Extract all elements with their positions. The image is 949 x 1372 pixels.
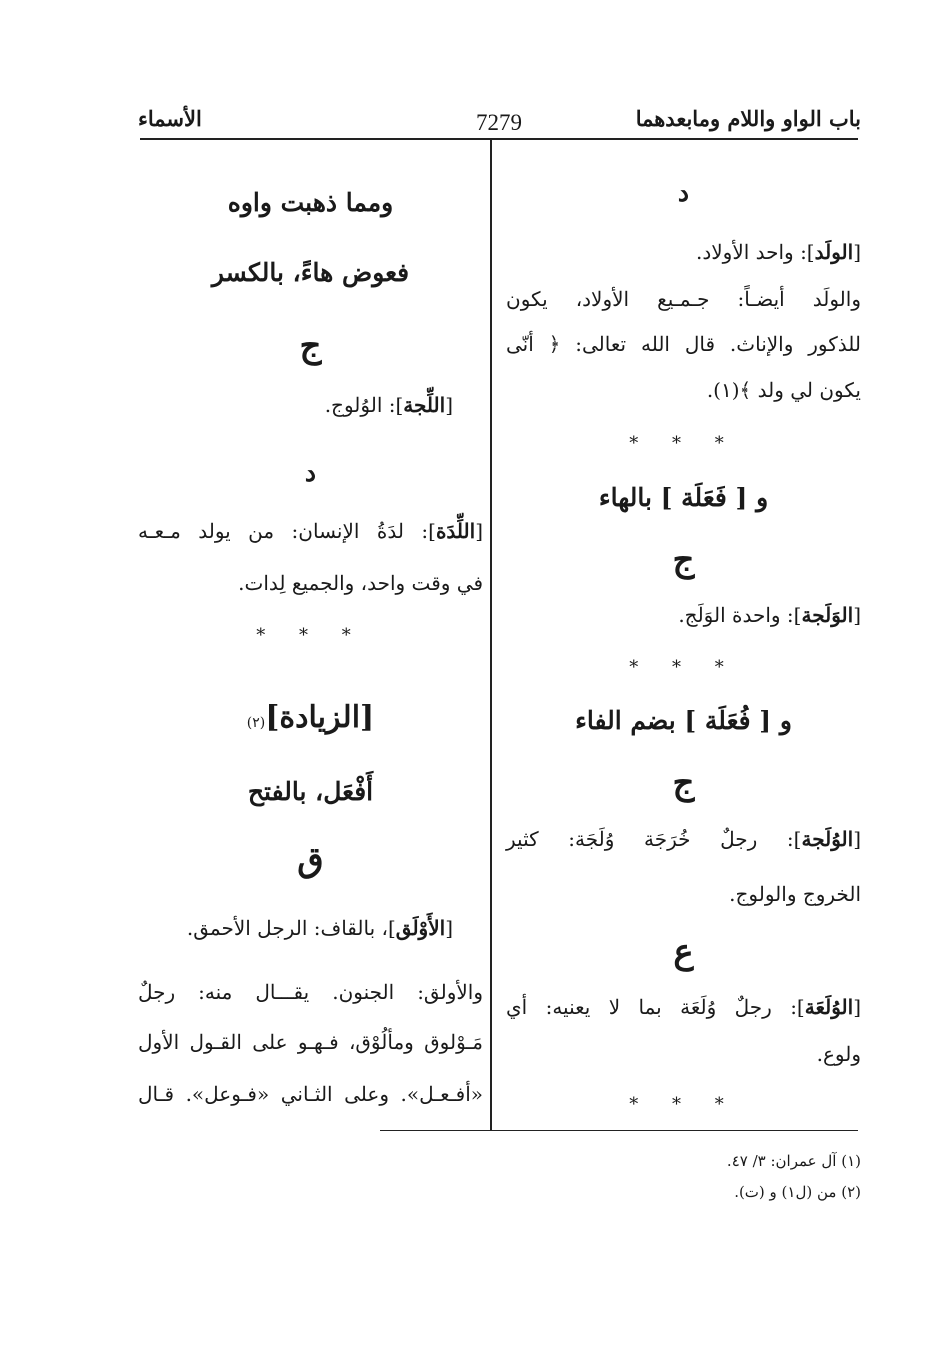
footnote-1: (١) آل عمران: ٣/ ٤٧.: [726, 1152, 861, 1170]
pattern-heading-fuala: و [ فُعَلَة ] بضم الفاء: [575, 706, 792, 735]
letter-heading-jim: ج: [299, 326, 322, 366]
section-heading-ziyada: [138, 700, 483, 735]
left-column: [138, 0, 483, 1130]
letter-heading-jim: ج: [672, 763, 695, 803]
definition-awlaq: ]، بالقاف: الرجل الأحمق.: [186, 916, 396, 940]
entry-lida: [اللِّدَة]: لدَةُ الإنسان: من يولد مـعـه: [138, 519, 483, 543]
running-header-chapter: باب الواو واللام ومابعدهما: [635, 106, 861, 131]
entry-awlaq-line2: والأولق: الجنون. يقـــال منه: رجلٌ: [138, 980, 483, 1004]
footnote-rule: [380, 1130, 858, 1131]
definition-walaja: ]: واحدة الوَلَج.: [678, 603, 802, 627]
entry-walad: [الولَد]: واحد الأولاد.: [695, 240, 861, 264]
definition-lida: ]: لدَةُ الإنسان: من يولد مـعـه: [138, 519, 436, 543]
definition-wulaja: ]: رجلٌ خُرَجَة وُلَجَة: كثير: [506, 827, 802, 851]
section-separator: * * *: [629, 433, 738, 454]
definition-lija: ]: الوُلوج.: [324, 393, 404, 417]
entry-walaja: [الوَلَجة]: واحدة الوَلَج.: [678, 603, 861, 627]
footnote-2: (٢) من (ل١) و (ت).: [734, 1183, 861, 1201]
letter-heading-ayn: ع: [673, 932, 694, 972]
entry-wulaja: [الوُلَجة]: رجلٌ خُرَجَة وُلَجَة: كثير: [506, 827, 861, 851]
pattern-heading-faala: و [ فَعَلَة ] بالهاء: [598, 483, 769, 512]
section-separator: * * *: [256, 625, 365, 646]
section-separator: * * *: [629, 1094, 738, 1115]
heading-ziyada-text: [الزيادة]: [265, 700, 375, 735]
section-subheading: فعوض هاءً، بالكسر: [211, 258, 410, 287]
lemma-lija: اللِّجة: [403, 393, 446, 417]
letter-heading-qaf: ق: [297, 840, 324, 880]
letter-heading-dal: د: [304, 458, 317, 487]
section-separator: * * *: [629, 657, 738, 678]
running-header-section: الأسماء: [138, 106, 202, 131]
lemma-lida: اللِّدَة: [435, 519, 476, 543]
lemma-wulaa: الوُلَعَة: [804, 995, 854, 1019]
column-divider: [490, 140, 492, 1130]
entry-awlaq-line4: «أفـعـل». وعلى الثـاني «فـوعل». قـال: [138, 1082, 483, 1106]
entry-wulaa: [الوُلَعَة]: رجلٌ وُلَعَة بما لا يعنيه: أي: [506, 995, 861, 1019]
entry-walad-line2: والولَد أيضـاً: جـمـيع الأولاد، يكون: [506, 287, 861, 311]
entry-walad-line4: يكون لي ولد ﴾(١).: [706, 378, 861, 402]
letter-heading-jim: ج: [672, 540, 695, 580]
lemma-wulaja: الوُلَجة: [801, 827, 854, 851]
entry-walad-line3: للذكور والإناث. قال الله تعالى: ﴿ أنّى: [506, 332, 861, 356]
pattern-heading-afal: أَفْعَل، بالفتح: [247, 777, 374, 806]
section-heading: ومما ذهبت واوه: [227, 188, 394, 217]
footnote-marker: (٢): [246, 715, 266, 731]
entry-awlaq-line3: مَـوْلوق ومألُوْق، فـهـو على القـول الأول: [138, 1030, 483, 1054]
entry-wulaa-line2: ولوع.: [816, 1042, 861, 1066]
lemma-walaja: الوَلَجة: [801, 603, 854, 627]
entry-lija: [اللِّجة]: الوُلوج.: [324, 393, 453, 417]
lemma-awlaq: الأَوْلَق: [395, 916, 446, 940]
page-number: 7279: [476, 110, 522, 135]
definition-walad: ]: واحد الأولاد.: [695, 240, 815, 264]
letter-heading-dal: د: [677, 178, 690, 207]
entry-wulaja-line2: الخروج والولوج.: [729, 882, 861, 906]
entry-awlaq: [الأَوْلَق]، بالقاف: الرجل الأحمق.: [186, 916, 453, 940]
lemma-walad: الولَد: [814, 240, 854, 264]
entry-lida-line2: في وقت واحد، والجميع لِدات.: [238, 571, 483, 595]
definition-wulaa: ]: رجلٌ وُلَعَة بما لا يعنيه: أي: [506, 995, 805, 1019]
right-column: [506, 0, 861, 1130]
